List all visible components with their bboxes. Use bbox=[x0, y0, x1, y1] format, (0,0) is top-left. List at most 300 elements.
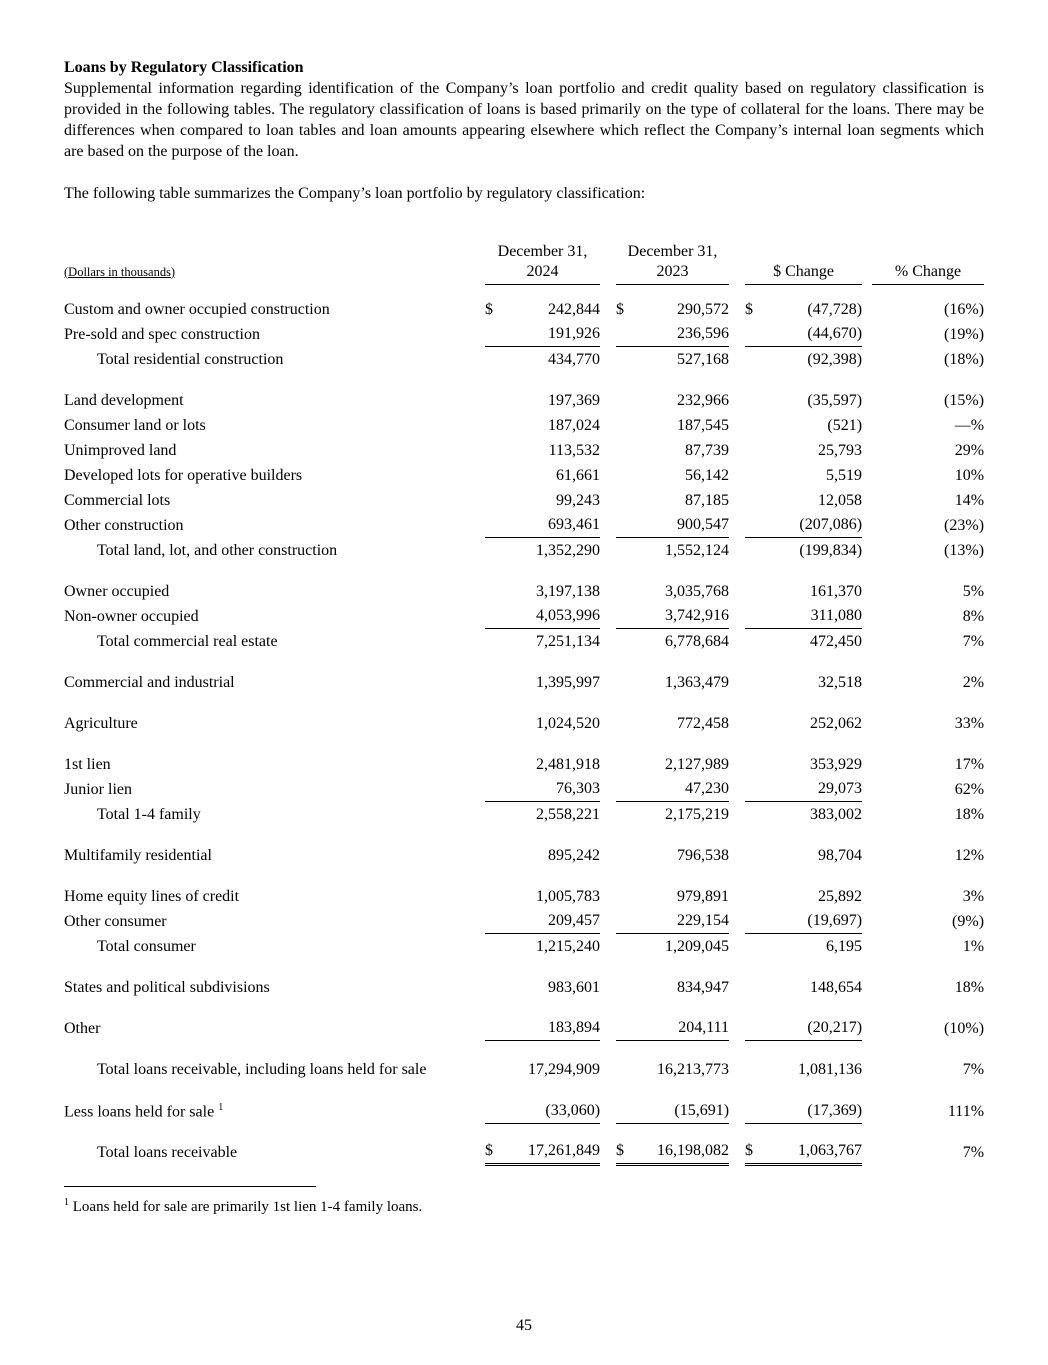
value-dollar-change: (44,670) bbox=[767, 322, 862, 347]
column-header-percent-change bbox=[872, 242, 984, 285]
dollar-sign bbox=[745, 777, 767, 802]
value-2024: 895,242 bbox=[548, 846, 601, 864]
column-gap bbox=[862, 513, 872, 538]
dollar-sign: $ bbox=[745, 300, 754, 318]
column-gap bbox=[862, 909, 872, 934]
value-2024: 99,243 bbox=[556, 491, 601, 509]
column-gap bbox=[729, 975, 745, 1000]
value-2024: 187,024 bbox=[548, 416, 601, 434]
value-2023: 232,966 bbox=[677, 391, 730, 409]
column-gap bbox=[729, 463, 745, 488]
value-percent-change: 62% bbox=[954, 780, 985, 798]
column-gap bbox=[729, 604, 745, 629]
dollar-sign bbox=[745, 579, 767, 604]
header-gap bbox=[862, 242, 872, 285]
value-percent-change: 10% bbox=[954, 466, 985, 484]
value-dollar-change: (17,369) bbox=[767, 1098, 862, 1124]
dollar-sign bbox=[616, 777, 638, 802]
footnote-marker: 1 bbox=[64, 1197, 69, 1209]
value-dollar-change: 353,929 bbox=[810, 755, 863, 773]
column-gap bbox=[862, 297, 872, 322]
column-gap bbox=[600, 463, 616, 488]
table-row bbox=[64, 1016, 984, 1041]
row-label: Unimproved land bbox=[64, 441, 177, 459]
dollar-sign bbox=[745, 538, 767, 563]
column-gap bbox=[600, 802, 616, 827]
value-2024: 4,053,996 bbox=[507, 604, 600, 629]
column-gap bbox=[862, 1057, 872, 1082]
column-gap bbox=[729, 711, 745, 736]
dollar-sign bbox=[745, 413, 767, 438]
value-2024: 1,352,290 bbox=[536, 541, 601, 559]
dollar-sign bbox=[485, 1057, 507, 1082]
value-2023: 979,891 bbox=[677, 887, 730, 905]
dollar-sign bbox=[485, 752, 507, 777]
dollar-sign bbox=[616, 1057, 638, 1082]
column-gap bbox=[862, 711, 872, 736]
dollar-sign bbox=[616, 438, 638, 463]
dollar-sign bbox=[745, 488, 767, 513]
dollar-sign bbox=[485, 322, 507, 347]
section-title: Loans by Regulatory Classification bbox=[64, 59, 304, 76]
column-gap bbox=[729, 934, 745, 959]
column-gap bbox=[600, 777, 616, 802]
column-gap bbox=[729, 347, 745, 372]
value-2023: 527,168 bbox=[677, 350, 730, 368]
dollar-sign bbox=[616, 884, 638, 909]
value-2024: 113,532 bbox=[548, 441, 601, 459]
row-label: Land development bbox=[64, 391, 184, 409]
dollar-sign bbox=[616, 670, 638, 695]
table-row bbox=[64, 463, 984, 488]
dollar-sign: $ bbox=[745, 1140, 767, 1165]
table-row bbox=[64, 1057, 984, 1082]
column-gap bbox=[600, 1016, 616, 1041]
dollar-sign bbox=[616, 802, 638, 827]
dollar-sign bbox=[616, 843, 638, 868]
dollar-sign bbox=[485, 843, 507, 868]
dollar-sign: $ bbox=[485, 300, 493, 318]
value-2024: (33,060) bbox=[507, 1098, 600, 1124]
column-gap bbox=[600, 388, 616, 413]
dollar-sign bbox=[485, 884, 507, 909]
column-gap bbox=[862, 752, 872, 777]
dollar-sign bbox=[616, 752, 638, 777]
value-percent-change: 18% bbox=[954, 978, 985, 996]
dollar-sign bbox=[485, 579, 507, 604]
column-gap bbox=[862, 670, 872, 695]
dollar-sign bbox=[616, 347, 638, 372]
value-2023: 1,552,124 bbox=[665, 541, 730, 559]
column-gap bbox=[729, 1057, 745, 1082]
column-gap bbox=[862, 802, 872, 827]
column-gap bbox=[600, 843, 616, 868]
value-dollar-change: (47,728) bbox=[807, 300, 863, 318]
value-2023: 187,545 bbox=[677, 416, 730, 434]
spacer-row bbox=[64, 372, 984, 388]
value-2023: 900,547 bbox=[638, 513, 729, 538]
value-2023: 1,363,479 bbox=[665, 673, 730, 691]
footnote-divider bbox=[64, 1186, 316, 1187]
value-percent-change: 18% bbox=[954, 805, 985, 823]
value-2023: 16,213,773 bbox=[657, 1060, 730, 1078]
column-gap bbox=[862, 1098, 872, 1124]
dollar-sign bbox=[616, 934, 638, 959]
value-dollar-change: 12,058 bbox=[818, 491, 863, 509]
row-label: Total land, lot, and other construction bbox=[97, 541, 338, 559]
column-gap bbox=[729, 802, 745, 827]
value-percent-change: (13%) bbox=[944, 541, 985, 559]
table-row bbox=[64, 934, 984, 959]
table-row bbox=[64, 413, 984, 438]
dollar-sign: $ bbox=[616, 1140, 638, 1165]
spacer-row bbox=[64, 563, 984, 579]
value-2024: 1,215,240 bbox=[536, 937, 601, 955]
row-label: Other construction bbox=[64, 516, 184, 534]
dollar-sign bbox=[485, 413, 507, 438]
value-percent-change: 111% bbox=[947, 1102, 985, 1120]
dollar-sign bbox=[616, 629, 638, 654]
row-label: Junior lien bbox=[64, 780, 132, 798]
value-2023: 204,111 bbox=[638, 1016, 729, 1041]
value-percent-change: (18%) bbox=[944, 350, 985, 368]
column-gap bbox=[729, 884, 745, 909]
column-gap bbox=[729, 909, 745, 934]
value-dollar-change: 252,062 bbox=[810, 714, 863, 732]
value-percent-change: 7% bbox=[962, 1143, 985, 1161]
dollar-sign bbox=[485, 488, 507, 513]
column-gap bbox=[862, 604, 872, 629]
column-gap bbox=[600, 413, 616, 438]
spacer-row bbox=[64, 1082, 984, 1098]
column-gap bbox=[862, 322, 872, 347]
column-gap bbox=[600, 670, 616, 695]
value-dollar-change: (92,398) bbox=[807, 350, 863, 368]
value-dollar-change: 311,080 bbox=[767, 604, 862, 629]
dollar-sign bbox=[745, 711, 767, 736]
value-dollar-change: 383,002 bbox=[810, 805, 863, 823]
dollar-sign bbox=[745, 934, 767, 959]
value-2023: 772,458 bbox=[677, 714, 730, 732]
column-gap bbox=[600, 297, 616, 322]
column-gap bbox=[600, 488, 616, 513]
dollar-sign bbox=[485, 711, 507, 736]
value-2024: 1,395,997 bbox=[536, 673, 601, 691]
value-dollar-change: (207,086) bbox=[767, 513, 862, 538]
column-gap bbox=[862, 388, 872, 413]
row-label: Commercial and industrial bbox=[64, 673, 235, 691]
dollar-sign bbox=[616, 579, 638, 604]
table-row bbox=[64, 711, 984, 736]
table-row bbox=[64, 297, 984, 322]
footnote bbox=[64, 1193, 984, 1217]
dollar-sign bbox=[745, 909, 767, 934]
row-label: Owner occupied bbox=[64, 582, 170, 600]
column-header-dollar-change bbox=[745, 242, 862, 285]
value-percent-change: 12% bbox=[954, 846, 985, 864]
column-gap bbox=[862, 777, 872, 802]
footnote-reference: 1 bbox=[218, 1101, 224, 1113]
column-header-line1: December 31, bbox=[627, 243, 718, 260]
value-2024: 242,844 bbox=[548, 300, 601, 318]
value-2023: 236,596 bbox=[638, 322, 729, 347]
intro-paragraph: Supplemental information regarding identification of the Company’s loan portfolio and credit quality based on regulatory classification is provided in the following tables. The regulatory classification of loans is based primarily on the type of collateral for the loans. There may be differences when compared to loan tables and loan amounts appearing elsewhere which reflect the Company’s internal loan segments which are based on the purpose of the loan. bbox=[64, 80, 984, 160]
value-dollar-change: (199,834) bbox=[799, 541, 863, 559]
column-gap bbox=[729, 413, 745, 438]
value-2024: 1,005,783 bbox=[536, 887, 601, 905]
column-gap bbox=[729, 1016, 745, 1041]
dollar-sign bbox=[485, 629, 507, 654]
footnote-text: Loans held for sale are primarily 1st lien 1-4 family loans. bbox=[72, 1199, 423, 1216]
row-label: Agriculture bbox=[64, 714, 138, 732]
value-percent-change: (16%) bbox=[944, 300, 985, 318]
column-gap bbox=[729, 843, 745, 868]
column-header-line1: % Change bbox=[894, 263, 962, 280]
column-gap bbox=[729, 322, 745, 347]
loan-table-body bbox=[64, 285, 984, 1165]
value-2023: 290,572 bbox=[677, 300, 730, 318]
value-2023: 56,142 bbox=[685, 466, 730, 484]
column-gap bbox=[862, 463, 872, 488]
dollar-sign bbox=[616, 909, 638, 934]
column-gap bbox=[600, 347, 616, 372]
column-header-dec-2023 bbox=[616, 242, 729, 285]
value-percent-change: 17% bbox=[954, 755, 985, 773]
value-dollar-change: 1,081,136 bbox=[798, 1060, 863, 1078]
paragraph-gap bbox=[64, 162, 984, 183]
value-2024: 7,251,134 bbox=[536, 632, 601, 650]
header-body-gap-row bbox=[64, 285, 984, 297]
dollar-sign bbox=[745, 975, 767, 1000]
row-label: Total loans receivable, including loans held for sale bbox=[97, 1060, 427, 1078]
column-gap bbox=[729, 777, 745, 802]
dollar-sign bbox=[616, 604, 638, 629]
value-percent-change: 3% bbox=[962, 887, 985, 905]
value-dollar-change: 5,519 bbox=[826, 466, 863, 484]
table-row bbox=[64, 438, 984, 463]
dollar-sign bbox=[616, 1098, 638, 1124]
spacer-row bbox=[64, 654, 984, 670]
value-2023: 47,230 bbox=[638, 777, 729, 802]
dollar-sign bbox=[745, 752, 767, 777]
spacer-row bbox=[64, 868, 984, 884]
column-header-dec-2024 bbox=[485, 242, 600, 285]
value-dollar-change: 25,793 bbox=[818, 441, 863, 459]
value-dollar-change: 25,892 bbox=[818, 887, 863, 905]
spacer-row bbox=[64, 959, 984, 975]
value-dollar-change: 1,063,767 bbox=[767, 1140, 862, 1165]
page-number: 45 bbox=[516, 1317, 532, 1334]
table-row bbox=[64, 884, 984, 909]
column-gap bbox=[729, 629, 745, 654]
value-2023: 1,209,045 bbox=[665, 937, 730, 955]
value-2023: 3,742,916 bbox=[638, 604, 729, 629]
column-gap bbox=[729, 513, 745, 538]
loan-classification-table bbox=[64, 242, 984, 1166]
value-2024: 183,894 bbox=[507, 1016, 600, 1041]
dollar-sign bbox=[616, 322, 638, 347]
column-header-line1: December 31, bbox=[497, 243, 588, 260]
table-row bbox=[64, 388, 984, 413]
table-row bbox=[64, 752, 984, 777]
value-dollar-change: (521) bbox=[827, 416, 863, 434]
value-2024: 2,481,918 bbox=[536, 755, 601, 773]
value-percent-change: (23%) bbox=[944, 516, 985, 534]
row-label: Total consumer bbox=[97, 937, 196, 955]
value-2023: 87,739 bbox=[685, 441, 730, 459]
column-gap bbox=[862, 884, 872, 909]
row-label: Developed lots for operative builders bbox=[64, 466, 303, 484]
column-gap bbox=[729, 752, 745, 777]
value-percent-change: (15%) bbox=[944, 391, 985, 409]
column-gap bbox=[729, 1098, 745, 1124]
dollar-sign bbox=[616, 513, 638, 538]
value-2023: 3,035,768 bbox=[665, 582, 730, 600]
column-header-line1: $ Change bbox=[773, 263, 834, 280]
column-gap bbox=[862, 629, 872, 654]
value-percent-change: 14% bbox=[954, 491, 985, 509]
dollar-sign bbox=[745, 347, 767, 372]
dollar-sign bbox=[485, 438, 507, 463]
column-gap bbox=[862, 579, 872, 604]
value-2023: 229,154 bbox=[638, 909, 729, 934]
table-row bbox=[64, 802, 984, 827]
table-row bbox=[64, 975, 984, 1000]
dollar-sign bbox=[616, 388, 638, 413]
dollar-sign bbox=[485, 513, 507, 538]
value-percent-change: 5% bbox=[962, 582, 985, 600]
value-2023: (15,691) bbox=[638, 1098, 729, 1124]
column-gap bbox=[862, 347, 872, 372]
row-label: 1st lien bbox=[64, 755, 111, 773]
dollar-sign bbox=[745, 802, 767, 827]
row-label: States and political subdivisions bbox=[64, 978, 270, 996]
column-gap bbox=[600, 579, 616, 604]
row-label: Total 1-4 family bbox=[97, 805, 201, 823]
column-gap bbox=[600, 975, 616, 1000]
column-gap bbox=[600, 934, 616, 959]
dollar-sign bbox=[485, 388, 507, 413]
table-row bbox=[64, 513, 984, 538]
table-row bbox=[64, 604, 984, 629]
row-label: Consumer land or lots bbox=[64, 416, 206, 434]
units-label bbox=[64, 242, 485, 285]
table-row bbox=[64, 322, 984, 347]
value-2024: 197,369 bbox=[548, 391, 601, 409]
value-dollar-change: 98,704 bbox=[818, 846, 863, 864]
value-dollar-change: 161,370 bbox=[810, 582, 863, 600]
column-gap bbox=[729, 438, 745, 463]
column-gap bbox=[862, 438, 872, 463]
value-dollar-change: 148,654 bbox=[810, 978, 863, 996]
table-row bbox=[64, 538, 984, 563]
dollar-sign bbox=[745, 1098, 767, 1124]
value-dollar-change: 472,450 bbox=[810, 632, 863, 650]
dollar-sign: $ bbox=[485, 1140, 507, 1165]
value-2023: 16,198,082 bbox=[638, 1140, 729, 1165]
dollar-sign bbox=[616, 463, 638, 488]
column-gap bbox=[862, 413, 872, 438]
column-gap bbox=[600, 604, 616, 629]
column-gap bbox=[729, 1140, 745, 1165]
dollar-sign bbox=[616, 488, 638, 513]
table-row bbox=[64, 1098, 984, 1124]
value-2024: 61,661 bbox=[556, 466, 601, 484]
value-2024: 693,461 bbox=[507, 513, 600, 538]
column-header-line2: 2023 bbox=[656, 263, 689, 280]
table-row bbox=[64, 488, 984, 513]
table-row bbox=[64, 843, 984, 868]
row-label: Total loans receivable bbox=[97, 1143, 238, 1161]
column-gap bbox=[729, 488, 745, 513]
units-label-text: (Dollars in thousands) bbox=[64, 264, 176, 279]
column-gap bbox=[729, 297, 745, 322]
dollar-sign bbox=[745, 322, 767, 347]
value-percent-change: 7% bbox=[962, 1060, 985, 1078]
value-dollar-change: 32,518 bbox=[818, 673, 863, 691]
table-row bbox=[64, 909, 984, 934]
table-row bbox=[64, 629, 984, 654]
row-label: Home equity lines of credit bbox=[64, 887, 240, 905]
value-2024: 983,601 bbox=[548, 978, 601, 996]
dollar-sign bbox=[745, 513, 767, 538]
value-dollar-change: (35,597) bbox=[807, 391, 863, 409]
value-2023: 6,778,684 bbox=[665, 632, 730, 650]
column-gap bbox=[729, 670, 745, 695]
table-row bbox=[64, 777, 984, 802]
value-percent-change: (10%) bbox=[944, 1019, 985, 1037]
dollar-sign bbox=[485, 934, 507, 959]
row-label: Total commercial real estate bbox=[97, 632, 278, 650]
value-2024: 191,926 bbox=[507, 322, 600, 347]
value-percent-change: —% bbox=[954, 416, 985, 434]
table-header-row bbox=[64, 242, 984, 285]
value-percent-change: 1% bbox=[962, 937, 985, 955]
dollar-sign bbox=[485, 347, 507, 372]
value-dollar-change: 6,195 bbox=[826, 937, 863, 955]
dollar-sign bbox=[745, 629, 767, 654]
dollar-sign bbox=[616, 538, 638, 563]
column-gap bbox=[600, 629, 616, 654]
column-gap bbox=[600, 752, 616, 777]
table-row bbox=[64, 579, 984, 604]
table-row bbox=[64, 347, 984, 372]
row-label: Other bbox=[64, 1019, 101, 1037]
spacer-row bbox=[64, 736, 984, 752]
dollar-sign bbox=[485, 1098, 507, 1124]
column-gap bbox=[862, 1140, 872, 1165]
value-percent-change: 2% bbox=[962, 673, 985, 691]
column-gap bbox=[729, 388, 745, 413]
column-gap bbox=[862, 843, 872, 868]
dollar-sign bbox=[745, 1057, 767, 1082]
value-dollar-change: (20,217) bbox=[767, 1016, 862, 1041]
value-2024: 1,024,520 bbox=[536, 714, 601, 732]
header-gap bbox=[729, 242, 745, 285]
column-gap bbox=[600, 513, 616, 538]
dollar-sign bbox=[745, 463, 767, 488]
column-gap bbox=[600, 1140, 616, 1165]
column-gap bbox=[600, 1098, 616, 1124]
row-label: Non-owner occupied bbox=[64, 607, 199, 625]
dollar-sign bbox=[616, 975, 638, 1000]
column-gap bbox=[862, 934, 872, 959]
value-2024: 76,303 bbox=[507, 777, 600, 802]
dollar-sign bbox=[485, 777, 507, 802]
column-gap bbox=[862, 1016, 872, 1041]
dollar-sign bbox=[745, 670, 767, 695]
column-gap bbox=[729, 579, 745, 604]
